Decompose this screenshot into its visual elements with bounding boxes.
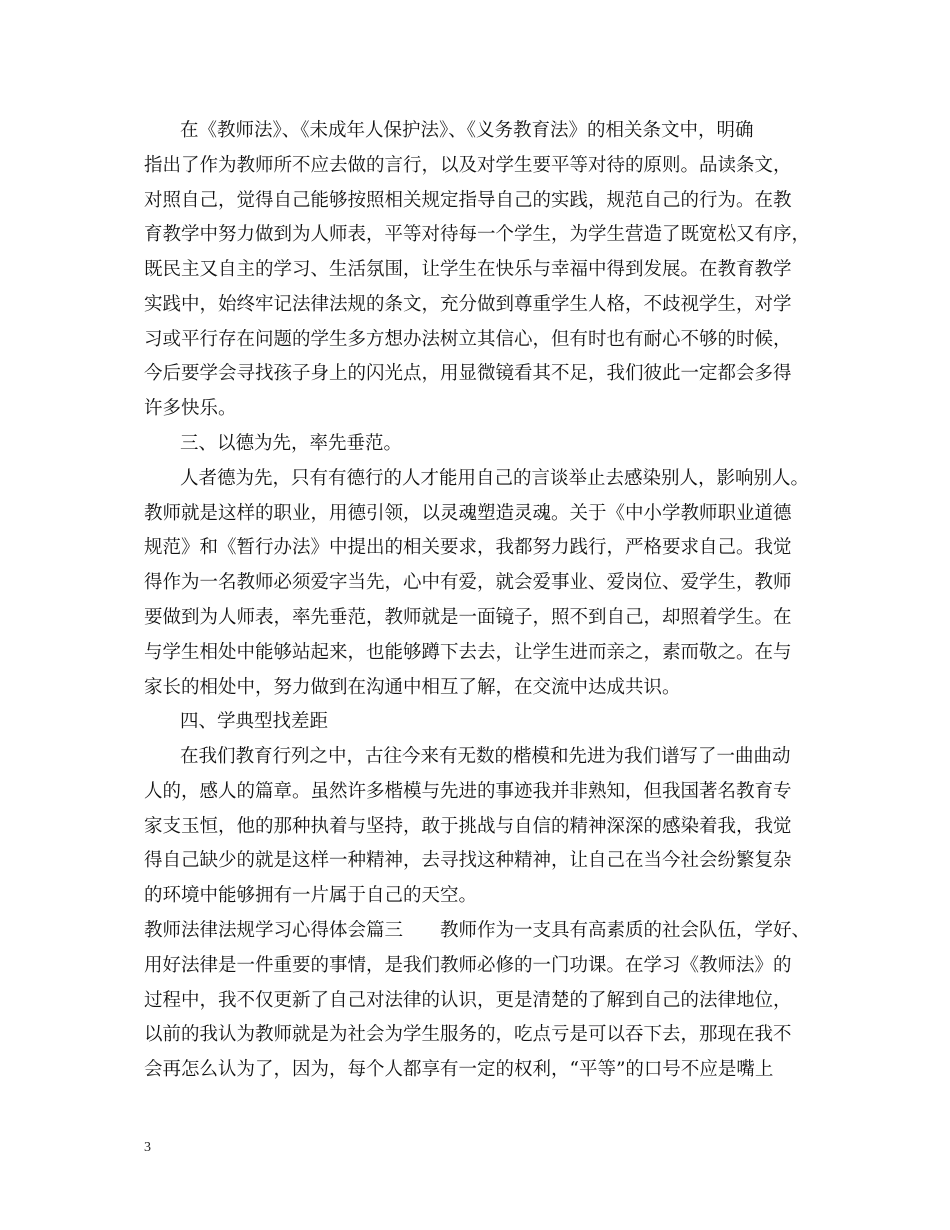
text-line: 教师法律法规学习心得体会篇三 教师作为一支具有高素质的社会队伍，学好、 (144, 920, 811, 941)
text-line: 今后要学会寻找孩子身上的闪光点，用显微镜看其不足，我们彼此一定都会多得 (144, 363, 792, 384)
text-line: 要做到为人师表，率先垂范，教师就是一面镜子，照不到自己，却照着学生。在 (144, 607, 792, 628)
text-line: 用好法律是一件重要的事情，是我们教师必修的一门功课。在学习《教师法》的 (144, 955, 792, 976)
text-line: 既民主又自主的学习、生活氛围，让学生在快乐与幸福中得到发展。在教育教学 (144, 259, 792, 280)
text-line: 许多快乐。 (144, 398, 237, 419)
section-heading: 四、学典型找差距 (180, 711, 329, 732)
text-line: 习或平行存在问题的学生多方想办法树立其信心，但有时也有耐心不够的时候， (144, 329, 792, 350)
text-line: 人的，感人的篇章。虽然许多楷模与先进的事迹我并非熟知，但我国著名教育专 (144, 781, 792, 802)
text-line: 与学生相处中能够站起来，也能够蹲下去去，让学生进而亲之，素而敬之。在与 (144, 642, 792, 663)
text-line: 指出了作为教师所不应去做的言行，以及对学生要平等对待的原则。品读条文， (144, 155, 792, 176)
page-number: 3 (144, 1140, 151, 1155)
text-line: 得自己缺少的就是这样一种精神，去寻找这种精神，让自己在当今社会纷繁复杂 (144, 850, 792, 871)
text-line: 育教学中努力做到为人师表，平等对待每一个学生，为学生营造了既宽松又有序， (144, 224, 811, 245)
text-line: 的环境中能够拥有一片属于自己的天空。 (144, 885, 478, 906)
text-line: 过程中，我不仅更新了自己对法律的认识，更是清楚的了解到自己的法律地位， (144, 990, 792, 1011)
section-heading: 三、以德为先，率先垂范。 (180, 433, 403, 454)
text-line: 教师就是这样的职业，用德引领，以灵魂塑造灵魂。关于《中小学教师职业道德 (144, 503, 792, 524)
text-line: 得作为一名教师必须爱字当先，心中有爱，就会爱事业、爱岗位、爱学生，教师 (144, 572, 792, 593)
text-line: 规范》和《暂行办法》中提出的相关要求，我都努力践行，严格要求自己。我觉 (144, 537, 792, 558)
text-line: 以前的我认为教师就是为社会为学生服务的，吃点亏是可以吞下去，那现在我不 (144, 1024, 792, 1045)
text-line: 在我们教育行列之中，古往今来有无数的楷模和先进为我们谱写了一曲曲动 (180, 746, 791, 767)
text-line: 在《教师法》、《未成年人保护法》、《义务教育法》的相关条文中，明确 (180, 120, 754, 141)
text-line: 家长的相处中，努力做到在沟通中相互了解，在交流中达成共识。 (144, 677, 681, 698)
text-line: 实践中，始终牢记法律法规的条文，充分做到尊重学生人格，不歧视学生，对学 (144, 294, 792, 315)
text-line: 对照自己，觉得自己能够按照相关规定指导自己的实践，规范自己的行为。在教 (144, 190, 792, 211)
text-line: 人者德为先，只有有德行的人才能用自己的言谈举止去感染别人，影响别人。 (180, 468, 810, 489)
text-line: 会再怎么认为了，因为，每个人都享有一定的权利，“平等”的口号不应是嘴上 (144, 1059, 774, 1080)
text-line: 家支玉恒，他的那种执着与坚持，敢于挑战与自信的精神深深的感染着我，我觉 (144, 816, 792, 837)
